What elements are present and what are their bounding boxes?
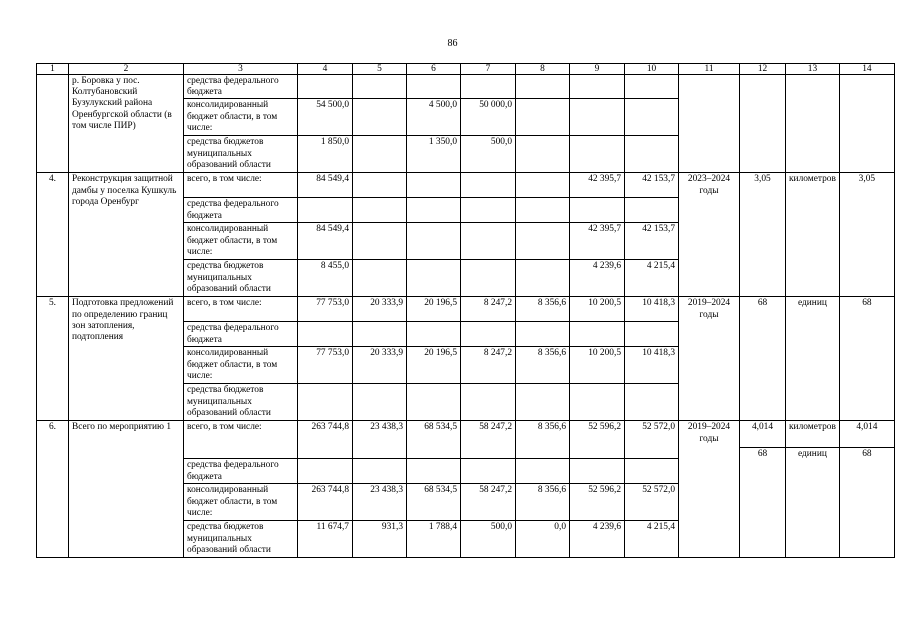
row-number-cell: 4. [37,173,69,297]
amount-cell: 42 153,7 [625,173,679,198]
amount-cell [461,173,516,198]
row-number-cell: 6. [37,421,69,558]
amount-cell [353,99,407,136]
amount-cell [353,384,407,421]
amount-cell [516,198,570,223]
unit-cell [786,421,840,558]
row-number-cell [37,75,69,173]
amount-cell [570,75,625,99]
amount-cell [516,136,570,173]
amount-cell [298,75,353,99]
amount-cell [625,75,679,99]
funding-source-cell: всего, в том числе: [184,297,298,322]
unit-value-secondary: единиц [786,447,839,460]
amount-cell [298,459,353,484]
amount-cell [461,260,516,297]
amount-cell: 52 572,0 [625,421,679,459]
amount-cell: 8 356,6 [516,484,570,521]
amount-cell: 0,0 [516,521,570,558]
header-cell: 3 [184,64,298,75]
funding-source-cell: консолидированный бюджет области, в том числе: [184,223,298,260]
amount-cell: 68 534,5 [407,421,461,459]
total-cell: 68 [839,297,894,421]
amount-cell [625,198,679,223]
total-cell [839,421,894,558]
amount-cell [461,384,516,421]
amount-cell [407,260,461,297]
amount-cell: 263 744,8 [298,484,353,521]
header-cell: 11 [679,64,740,75]
header-cell: 2 [69,64,184,75]
amount-cell: 68 534,5 [407,484,461,521]
amount-cell: 10 200,5 [570,297,625,322]
unit-cell: километров [786,173,840,297]
target-cell: 68 [740,297,786,421]
amount-cell: 77 753,0 [298,297,353,322]
header-cell: 1 [37,64,69,75]
amount-cell [570,384,625,421]
total-value: 4,014 [856,422,878,433]
amount-cell [353,173,407,198]
measure-name-cell: р. Боровка у пос. Колтубановский Бузулукский района Оренбургской области (в том числе ПИР) [69,75,184,173]
amount-cell: 931,3 [353,521,407,558]
funding-source-cell: средства федерального бюджета [184,322,298,347]
unit-cell: единиц [786,297,840,421]
amount-cell [625,459,679,484]
funding-source-cell: средства федерального бюджета [184,198,298,223]
amount-cell [298,198,353,223]
funding-source-cell: консолидированный бюджет области, в том числе: [184,484,298,521]
amount-cell: 23 438,3 [353,421,407,459]
amount-cell: 8 247,2 [461,347,516,384]
funding-source-cell: консолидированный бюджет области, в том числе: [184,347,298,384]
funding-source-cell: средства федерального бюджета [184,75,298,99]
amount-cell [516,459,570,484]
table-row [37,75,895,99]
header-row [37,64,895,75]
amount-cell [407,223,461,260]
target-cell [740,421,786,558]
amount-cell [516,173,570,198]
amount-cell [407,322,461,347]
amount-cell: 84 549,4 [298,173,353,198]
header-cell: 6 [407,64,461,75]
header-cell: 5 [353,64,407,75]
amount-cell: 52 596,2 [570,484,625,521]
period-cell [679,75,740,173]
unit-cell [786,75,840,173]
amount-cell: 8 356,6 [516,297,570,322]
amount-cell [407,75,461,99]
total-value-secondary: 68 [840,447,894,460]
amount-cell [298,322,353,347]
amount-cell [516,322,570,347]
header-cell: 13 [786,64,840,75]
amount-cell: 4 215,4 [625,521,679,558]
amount-cell: 20 196,5 [407,297,461,322]
amount-cell [407,384,461,421]
amount-cell [570,136,625,173]
amount-cell [570,99,625,136]
amount-cell: 52 596,2 [570,421,625,459]
amount-cell [461,459,516,484]
amount-cell [516,75,570,99]
funding-source-cell: средства бюджетов муниципальных образований области [184,260,298,297]
funding-source-cell: консолидированный бюджет области, в том числе: [184,99,298,136]
amount-cell: 52 572,0 [625,484,679,521]
amount-cell [407,198,461,223]
amount-cell: 8 247,2 [461,297,516,322]
amount-cell [570,459,625,484]
table-row [37,297,895,322]
amount-cell [353,260,407,297]
amount-cell: 4 215,4 [625,260,679,297]
amount-cell [353,459,407,484]
amount-cell [407,459,461,484]
amount-cell: 42 153,7 [625,223,679,260]
measure-name-cell: Реконструкция защитной дамбы у поселка Кушкуль города Оренбург [69,173,184,297]
amount-cell: 20 196,5 [407,347,461,384]
amount-cell [353,322,407,347]
amount-cell [625,136,679,173]
target-cell: 3,05 [740,173,786,297]
funding-source-cell: средства бюджетов муниципальных образований области [184,521,298,558]
amount-cell [461,322,516,347]
amount-cell: 20 333,9 [353,297,407,322]
amount-cell: 4 500,0 [407,99,461,136]
period-cell: 2019–2024 годы [679,421,740,558]
measures-table [36,63,895,558]
amount-cell [625,384,679,421]
amount-cell: 77 753,0 [298,347,353,384]
funding-source-cell: средства бюджетов муниципальных образований области [184,136,298,173]
header-cell: 14 [839,64,894,75]
amount-cell: 20 333,9 [353,347,407,384]
target-value: 4,014 [751,422,774,433]
amount-cell [407,173,461,198]
header-cell: 9 [570,64,625,75]
amount-cell: 8 455,0 [298,260,353,297]
amount-cell: 1 350,0 [407,136,461,173]
amount-cell [461,198,516,223]
amount-cell [570,322,625,347]
amount-cell: 10 200,5 [570,347,625,384]
amount-cell [516,384,570,421]
amount-cell: 58 247,2 [461,421,516,459]
table-row [37,173,895,198]
amount-cell [516,223,570,260]
amount-cell [570,198,625,223]
amount-cell: 500,0 [461,136,516,173]
target-cell [740,75,786,173]
page-number: 86 [447,38,458,49]
amount-cell [516,260,570,297]
amount-cell: 11 674,7 [298,521,353,558]
amount-cell: 23 438,3 [353,484,407,521]
amount-cell [461,75,516,99]
amount-cell [461,223,516,260]
amount-cell: 4 239,6 [570,521,625,558]
amount-cell: 42 395,7 [570,223,625,260]
amount-cell: 1 850,0 [298,136,353,173]
amount-cell [516,99,570,136]
amount-cell [353,223,407,260]
row-number-cell: 5. [37,297,69,421]
funding-source-cell: всего, в том числе: [184,173,298,198]
header-cell: 8 [516,64,570,75]
amount-cell: 263 744,8 [298,421,353,459]
amount-cell [298,384,353,421]
amount-cell: 42 395,7 [570,173,625,198]
amount-cell: 4 239,6 [570,260,625,297]
total-cell [839,75,894,173]
funding-source-cell: средства федерального бюджета [184,459,298,484]
amount-cell: 8 356,6 [516,347,570,384]
amount-cell: 10 418,3 [625,297,679,322]
header-cell: 10 [625,64,679,75]
funding-source-cell: средства бюджетов муниципальных образований области [184,384,298,421]
amount-cell [353,75,407,99]
total-cell: 3,05 [839,173,894,297]
amount-cell [353,198,407,223]
header-cell: 12 [740,64,786,75]
amount-cell: 8 356,6 [516,421,570,459]
funding-source-cell: всего, в том числе: [184,421,298,459]
amount-cell: 54 500,0 [298,99,353,136]
period-cell: 2019–2024 годы [679,297,740,421]
unit-value: километров [789,422,836,433]
amount-cell [353,136,407,173]
amount-cell: 58 247,2 [461,484,516,521]
amount-cell: 500,0 [461,521,516,558]
target-value-secondary: 68 [740,447,785,460]
amount-cell: 10 418,3 [625,347,679,384]
amount-cell [625,322,679,347]
header-cell: 7 [461,64,516,75]
amount-cell [625,99,679,136]
measure-name-cell: Всего по мероприятию 1 [69,421,184,558]
table-row [37,421,895,459]
amount-cell: 50 000,0 [461,99,516,136]
header-cell: 4 [298,64,353,75]
period-cell: 2023–2024 годы [679,173,740,297]
measure-name-cell: Подготовка предложений по определению границ зон затопления, подтопления [69,297,184,421]
amount-cell: 1 788,4 [407,521,461,558]
amount-cell: 84 549,4 [298,223,353,260]
